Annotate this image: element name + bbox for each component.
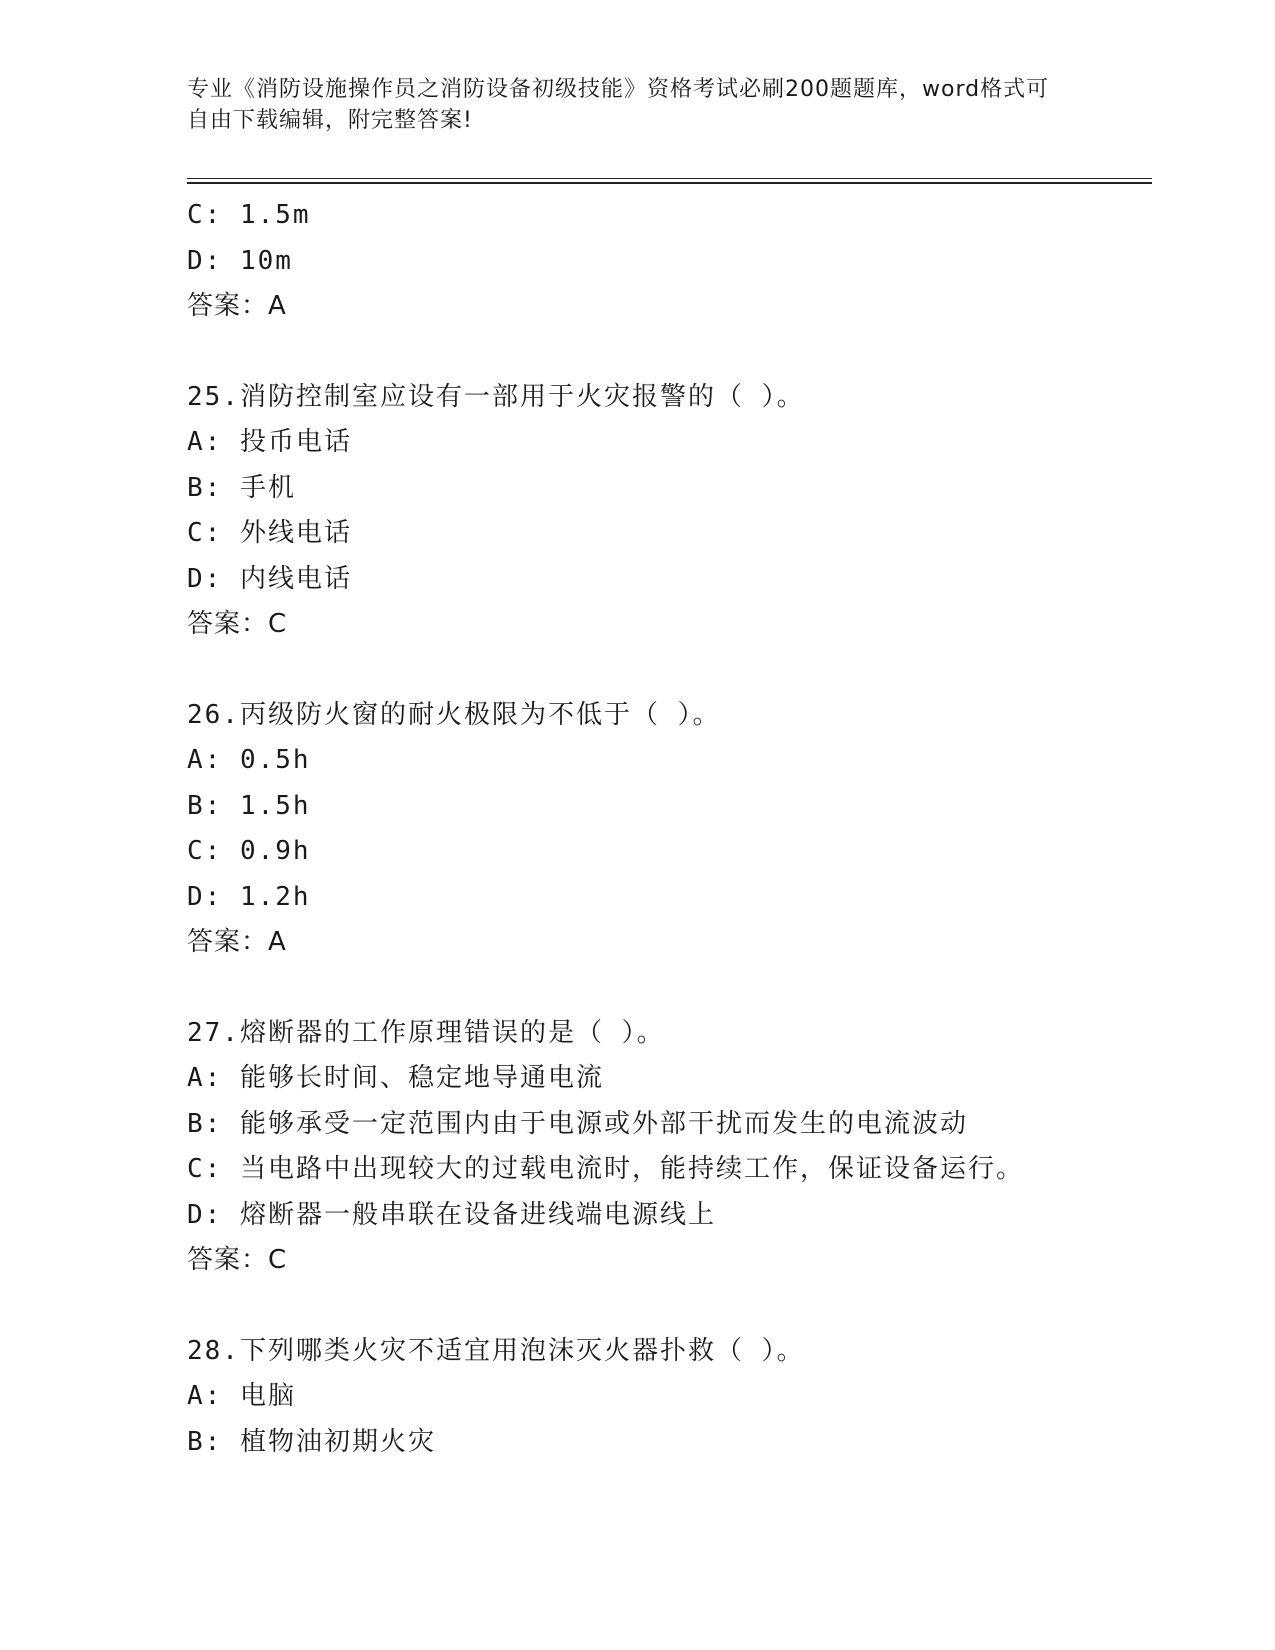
header-divider-thick: [187, 182, 1152, 184]
question-block-25: [187, 375, 1152, 648]
question-block-27: [187, 1011, 1152, 1284]
question-stem: 25.消防控制室应设有一部用于火灾报警的（ ）。: [187, 381, 805, 412]
document-header: [187, 74, 1067, 136]
spacer: [187, 966, 1152, 1011]
question-stem: 26.丙级防火窗的耐火极限为不低于（ ）。: [187, 699, 721, 730]
spacer: [187, 648, 1152, 693]
answer-line: 答案：A: [187, 927, 287, 957]
option-c: C: 外线电话: [187, 518, 352, 548]
header-divider-thin: [187, 178, 1152, 179]
option-d: D: 1.2h: [187, 881, 311, 912]
option-b: B: 手机: [187, 472, 296, 503]
option-b: B: 植物油初期火灾: [187, 1426, 436, 1457]
question-stem: 28.下列哪类火灾不适宜用泡沫灭火器扑救（ ）。: [187, 1335, 805, 1366]
option-c: C: 1.5m: [187, 200, 311, 230]
answer-line: 答案：C: [187, 1245, 288, 1275]
spacer: [187, 1284, 1152, 1329]
option-b: B: 1.5h: [187, 790, 311, 821]
question-block-28: [187, 1329, 1152, 1466]
answer-line: 答案：A: [187, 291, 287, 321]
option-a: A: 能够长时间、稳定地导通电流: [187, 1063, 604, 1093]
option-b: B: 能够承受一定范围内由于电源或外部干扰而发生的电流波动: [187, 1108, 968, 1139]
question-block-prev: [187, 193, 1152, 330]
question-list: [187, 193, 1152, 1465]
option-a: A: 0.5h: [187, 745, 311, 775]
option-d: D: 内线电话: [187, 563, 352, 594]
question-stem: 27.熔断器的工作原理错误的是（ ）。: [187, 1017, 665, 1048]
answer-line: 答案：C: [187, 609, 288, 639]
option-a: A: 投币电话: [187, 427, 352, 457]
option-d: D: 10m: [187, 245, 293, 276]
option-a: A: 电脑: [187, 1381, 296, 1411]
option-d: D: 熔断器一般串联在设备进线端电源线上: [187, 1199, 716, 1230]
option-c: C: 0.9h: [187, 836, 311, 866]
question-block-26: [187, 693, 1152, 966]
header-title: 专业《消防设施操作员之消防设备初级技能》资格考试必刷200题题库，word格式可自由下载编辑，附完整答案!: [187, 77, 1050, 133]
spacer: [187, 330, 1152, 375]
option-c: C: 当电路中出现较大的过载电流时，能持续工作，保证设备运行。: [187, 1154, 1024, 1184]
